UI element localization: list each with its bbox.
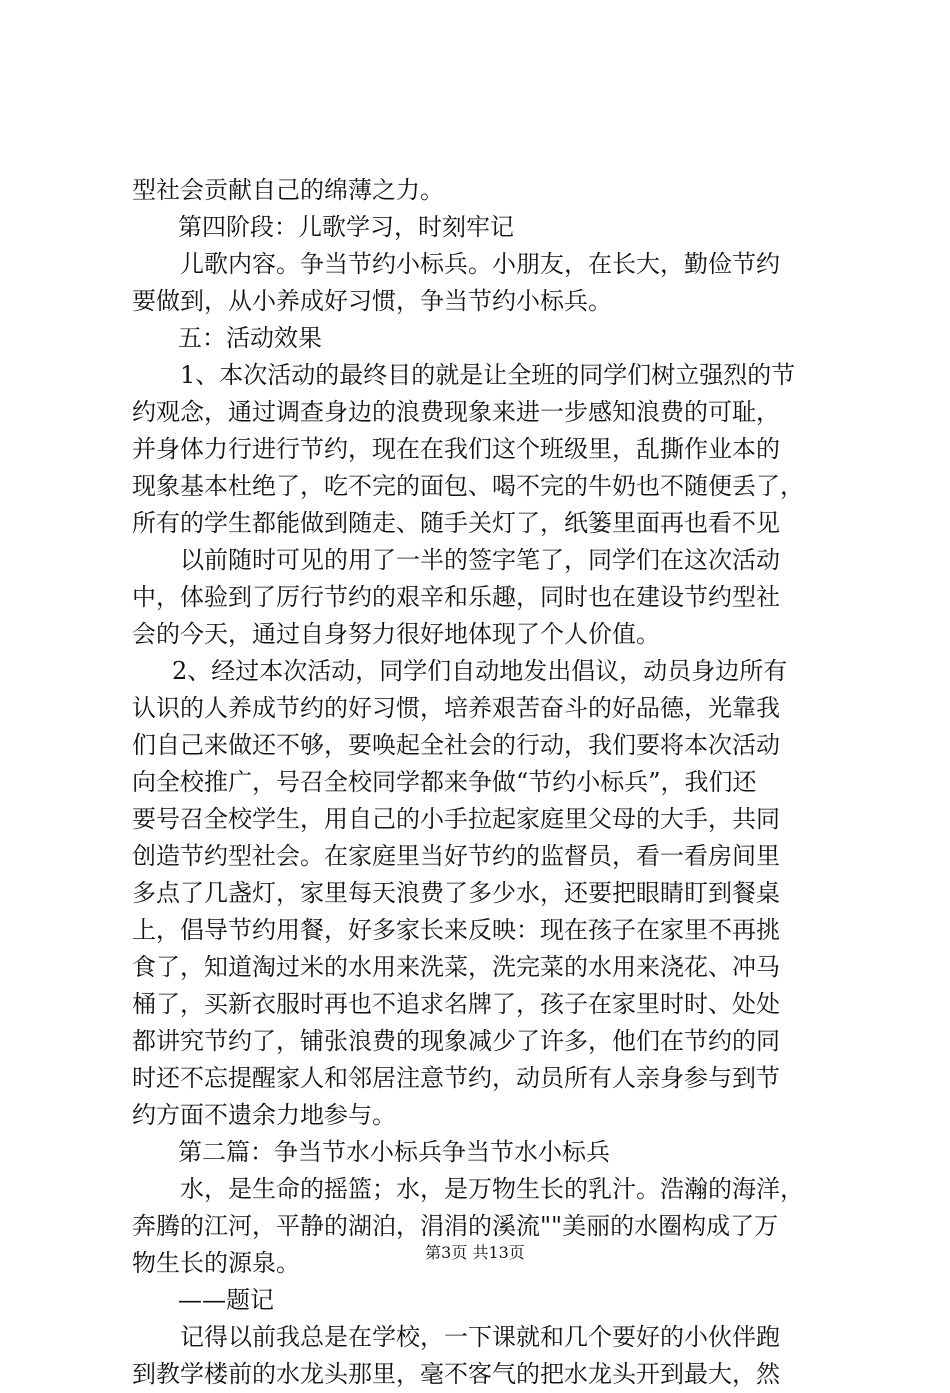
text-line: 第四阶段：儿歌学习，时刻牢记: [178, 213, 514, 241]
text-line: 所有的学生都能做到随走、随手关灯了，纸篓里面再也看不见: [132, 509, 780, 537]
text-line: 约方面不遗余力地参与。: [132, 1101, 396, 1129]
text-line: 桶了，买新衣服时再也不追求名牌了，孩子在家里时时、处处: [132, 990, 780, 1018]
text-line: 2、经过本次活动，同学们自动地发出倡议，动员身边所有: [172, 657, 788, 685]
text-line: ——题记: [178, 1286, 274, 1314]
text-line: 创造节约型社会。在家庭里当好节约的监督员，看一看房间里: [132, 842, 780, 870]
text-line: 时还不忘提醒家人和邻居注意节约，动员所有人亲身参与到节: [132, 1064, 780, 1092]
text-line: 型社会贡献自己的绵薄之力。: [132, 176, 444, 204]
text-line: 上，倡导节约用餐，好多家长来反映：现在孩子在家里不再挑: [132, 916, 780, 944]
page-footer: 第3页 共13页: [425, 1243, 525, 1262]
document-body: [132, 172, 832, 1393]
text-line: 都讲究节约了，铺张浪费的现象减少了许多，他们在节约的同: [132, 1027, 780, 1055]
text-line: 第二篇：争当节水小标兵争当节水小标兵: [178, 1138, 610, 1166]
text-line: 儿歌内容。争当节约小标兵。小朋友，在长大，勤俭节约: [180, 250, 780, 278]
text-line: 中，体验到了厉行节约的艰辛和乐趣，同时也在建设节约型社: [132, 583, 780, 611]
text-line: 向全校推广，号召全校同学都来争做“节约小标兵”，我们还: [132, 768, 757, 796]
text-line: 并身体力行进行节约，现在在我们这个班级里，乱撕作业本的: [132, 435, 780, 463]
text-line: 食了，知道淘过米的水用来洗菜，洗完菜的水用来浇花、冲马: [132, 953, 780, 981]
text-line: 现象基本杜绝了，吃不完的面包、喝不完的牛奶也不随便丢了，: [132, 472, 804, 500]
text-line: 会的今天，通过自身努力很好地体现了个人价值。: [132, 620, 660, 648]
text-line: 水，是生命的摇篮；水，是万物生长的乳汁。浩瀚的海洋，: [180, 1175, 804, 1203]
text-line: 要做到，从小养成好习惯，争当节约小标兵。: [132, 287, 612, 315]
text-line: 以前随时可见的用了一半的签字笔了，同学们在这次活动: [180, 546, 780, 574]
text-line: 认识的人养成节约的好习惯，培养艰苦奋斗的好品德，光靠我: [132, 694, 780, 722]
text-line: 物生长的源泉。: [132, 1249, 300, 1277]
text-line: 奔腾的江河，平静的湖泊，涓涓的溪流""美丽的水圈构成了万: [132, 1212, 779, 1240]
text-line: 们自己来做还不够，要唤起全社会的行动，我们要将本次活动: [132, 731, 780, 759]
text-line: 到教学楼前的水龙头那里，毫不客气的把水龙头开到最大，然: [132, 1360, 780, 1388]
text-line: 记得以前我总是在学校，一下课就和几个要好的小伙伴跑: [180, 1323, 780, 1351]
text-line: 要号召全校学生，用自己的小手拉起家庭里父母的大手，共同: [132, 805, 780, 833]
text-line: 约观念，通过调查身边的浪费现象来进一步感知浪费的可耻，: [132, 398, 780, 426]
text-line: 1、本次活动的最终目的就是让全班的同学们树立强烈的节: [180, 361, 796, 389]
text-line: 多点了几盏灯，家里每天浪费了多少水，还要把眼睛盯到餐桌: [132, 879, 780, 907]
text-line: 五：活动效果: [178, 324, 322, 352]
